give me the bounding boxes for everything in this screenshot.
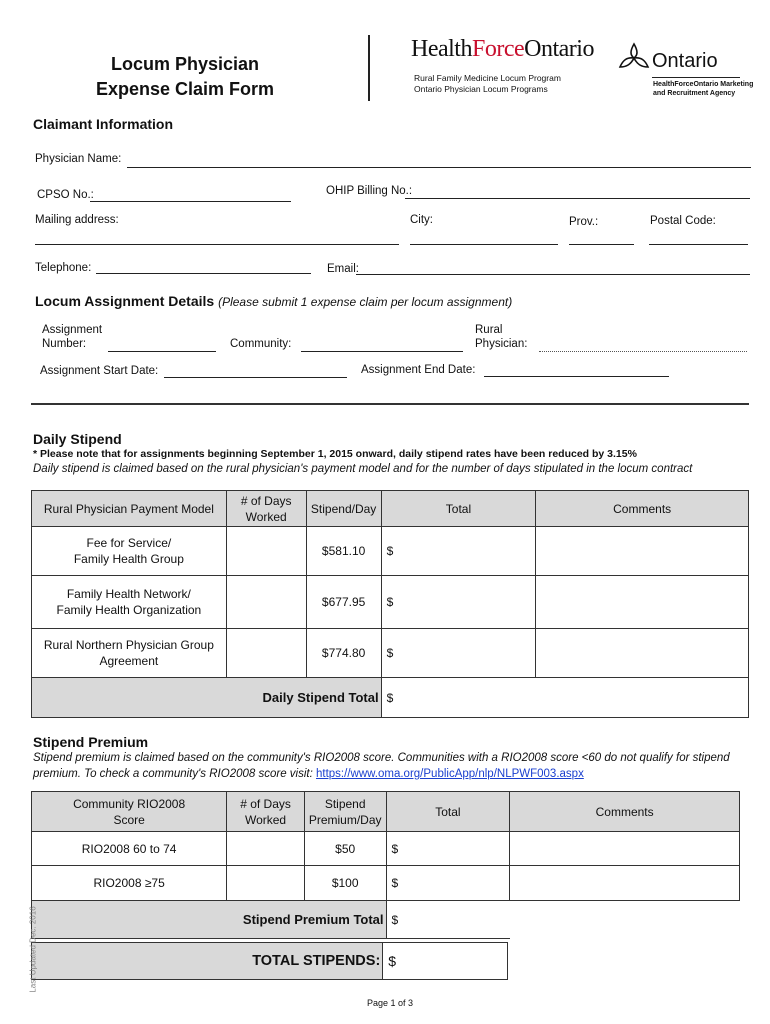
daily-stipend-total-label: Daily Stipend Total	[32, 678, 382, 718]
rio-score-cell: RIO2008 60 to 74	[32, 832, 227, 866]
total-input[interactable]: $	[386, 832, 510, 866]
payment-model-1: Fee for Service/	[86, 536, 172, 550]
daily-total-row	[32, 678, 749, 718]
header-divider	[368, 35, 370, 101]
comments-input[interactable]	[536, 527, 749, 576]
stipend-premium-table	[31, 791, 740, 939]
rural-physician-field[interactable]	[539, 351, 747, 352]
assignment-heading-text: Locum Assignment Details	[35, 293, 215, 309]
header-comments: Comments	[536, 491, 749, 527]
header-premium-day-1: Stipend	[324, 796, 366, 811]
header-days-worked-2: Worked	[244, 812, 287, 827]
premium-total-row	[32, 901, 740, 939]
telephone-field[interactable]	[96, 273, 311, 274]
payment-model-1: Rural Northern Physician Group	[43, 638, 214, 652]
cpso-field[interactable]	[90, 201, 291, 202]
daily-stipend-heading: Daily Stipend	[33, 431, 122, 447]
stipend-premium-total-input[interactable]: $	[386, 901, 510, 939]
province-label: Prov.:	[569, 216, 599, 228]
province-field[interactable]	[569, 244, 634, 245]
days-worked-input[interactable]	[227, 832, 305, 866]
end-date-field[interactable]	[484, 376, 669, 377]
end-date-label: Assignment End Date:	[361, 364, 476, 376]
agency-name	[653, 80, 753, 98]
mailing-address-field[interactable]	[35, 244, 399, 245]
premium-rate: $50	[304, 832, 386, 866]
agency-name-2: and Recruitment Agency	[653, 90, 736, 97]
daily-total-blank	[536, 678, 749, 718]
stipend-rate: $581.10	[306, 527, 381, 576]
logo-part-health: Health	[411, 36, 472, 62]
rural-physician-label	[475, 323, 527, 351]
start-date-label: Assignment Start Date:	[40, 365, 159, 377]
table-row	[32, 576, 749, 629]
days-worked-input[interactable]	[226, 576, 306, 629]
payment-model-1: Family Health Network/	[66, 587, 191, 601]
assignment-number-label	[42, 323, 102, 351]
daily-stipend-description: Daily stipend is claimed based on the rural physician's payment model and for the number of days stipulated in the locum contract	[33, 463, 693, 475]
daily-stipend-table	[31, 490, 749, 718]
stipend-premium-description-2-text: premium. To check a community's RIO2008 score visit:	[33, 768, 313, 780]
postal-code-field[interactable]	[649, 244, 748, 245]
agency-name-1: HealthForceOntario Marketing	[653, 81, 754, 88]
telephone-label: Telephone:	[35, 262, 92, 274]
header-payment-model: Rural Physician Payment Model	[32, 491, 227, 527]
start-date-field[interactable]	[164, 377, 347, 378]
logo-part-ontario: Ontario	[524, 36, 594, 62]
total-stipends-row	[32, 943, 508, 980]
claimant-heading: Claimant Information	[33, 116, 174, 132]
header-premium-day	[304, 792, 386, 832]
program-name-1: Rural Family Medicine Locum Program	[414, 73, 561, 83]
total-input[interactable]: $	[381, 527, 536, 576]
comments-input[interactable]	[510, 832, 740, 866]
days-worked-input[interactable]	[227, 866, 305, 901]
postal-code-label: Postal Code:	[650, 215, 716, 227]
header-days-worked-1: # of Days	[240, 796, 291, 811]
assignment-number-label-2: Number:	[42, 338, 87, 350]
total-input[interactable]: $	[386, 866, 510, 901]
ohip-field[interactable]	[405, 198, 750, 199]
section-divider	[31, 403, 749, 405]
header-days-worked	[227, 792, 305, 832]
stipend-rate: $774.80	[306, 629, 381, 678]
days-worked-input[interactable]	[226, 527, 306, 576]
header-premium-day-2: Premium/Day	[308, 812, 382, 827]
email-label: Email:	[327, 263, 359, 275]
header-comments: Comments	[510, 792, 740, 832]
payment-model-cell	[32, 576, 227, 629]
header-rio-score	[32, 792, 227, 832]
header-stipend-day: Stipend/Day	[306, 491, 381, 527]
form-title-line2: Expense Claim Form	[95, 79, 275, 99]
physician-name-field[interactable]	[127, 167, 751, 168]
total-input[interactable]: $	[381, 629, 536, 678]
ontario-rule	[652, 77, 740, 78]
premium-total-blank	[510, 901, 740, 939]
page-number: Page 1 of 3	[367, 998, 414, 1008]
form-title	[70, 52, 300, 102]
physician-name-label: Physician Name:	[35, 153, 122, 165]
city-field[interactable]	[410, 244, 558, 245]
payment-model-2: Family Health Organization	[56, 603, 202, 617]
days-worked-input[interactable]	[226, 629, 306, 678]
premium-table-header	[32, 792, 740, 832]
total-stipends-input[interactable]: $	[383, 943, 508, 980]
header-days-worked-1: # of Days	[240, 493, 292, 508]
rio-score-link[interactable]: https://www.oma.org/PublicApp/nlp/NLPWF003.aspx	[316, 768, 584, 780]
premium-rate: $100	[304, 866, 386, 901]
table-row	[32, 832, 740, 866]
city-label: City:	[410, 214, 433, 226]
form-title-line1: Locum Physician	[110, 54, 260, 74]
stipend-premium-description: Stipend premium is claimed based on the community's RIO2008 score. Communities with a RIO2008 score <60 do not qualify for stipend	[33, 752, 730, 764]
header-days-worked	[226, 491, 306, 527]
stipend-rate: $677.95	[306, 576, 381, 629]
payment-model-cell	[32, 629, 227, 678]
header-total: Total	[386, 792, 510, 832]
rio-score-cell: RIO2008 ≥75	[32, 866, 227, 901]
daily-stipend-total-input[interactable]: $	[381, 678, 536, 718]
payment-model-2: Agreement	[99, 654, 159, 668]
assignment-number-label-1: Assignment	[42, 324, 103, 336]
cpso-label: CPSO No.:	[37, 189, 94, 201]
assignment-heading-note: (Please submit 1 expense claim per locum assignment)	[218, 295, 513, 309]
stipend-premium-heading: Stipend Premium	[33, 734, 149, 750]
rural-physician-label-1: Rural	[475, 324, 503, 336]
header-rio-score-2: Score	[113, 812, 145, 827]
trillium-icon	[617, 41, 651, 75]
daily-stipend-note: * Please note that for assignments beginning September 1, 2015 onward, daily stipend rates have been reduced by 3.15%	[33, 448, 637, 460]
assignment-number-field[interactable]	[108, 351, 216, 352]
email-field[interactable]	[356, 274, 750, 275]
community-label: Community:	[230, 338, 292, 350]
header-total: Total	[381, 491, 536, 527]
total-input[interactable]: $	[381, 576, 536, 629]
header-rio-score-1: Community RIO2008	[73, 796, 186, 811]
table-row	[32, 629, 749, 678]
program-names	[414, 73, 561, 95]
logo-part-force: Force	[471, 36, 525, 62]
comments-input[interactable]	[510, 866, 740, 901]
community-field[interactable]	[301, 351, 463, 352]
last-updated: Last Updated Dec. 2016	[28, 906, 38, 993]
rural-physician-label-2: Physician:	[475, 338, 528, 350]
stipend-premium-description-2	[33, 768, 584, 780]
table-row	[32, 866, 740, 901]
comments-input[interactable]	[536, 629, 749, 678]
comments-input[interactable]	[536, 576, 749, 629]
ontario-wordmark: Ontario	[652, 50, 718, 72]
header-days-worked-2: Worked	[245, 509, 287, 524]
payment-model-cell	[32, 527, 227, 576]
total-stipends-table	[31, 942, 508, 980]
mailing-address-label: Mailing address:	[35, 214, 119, 226]
daily-table-header	[32, 491, 749, 527]
total-stipends-label: TOTAL STIPENDS:	[32, 943, 383, 980]
stipend-premium-total-label: Stipend Premium Total	[32, 901, 387, 939]
program-name-2: Ontario Physician Locum Programs	[414, 84, 548, 94]
payment-model-2: Family Health Group	[73, 552, 184, 566]
ohip-label: OHIP Billing No.:	[326, 185, 413, 197]
table-row	[32, 527, 749, 576]
assignment-heading	[35, 293, 512, 309]
healthforceontario-logo	[411, 36, 594, 63]
